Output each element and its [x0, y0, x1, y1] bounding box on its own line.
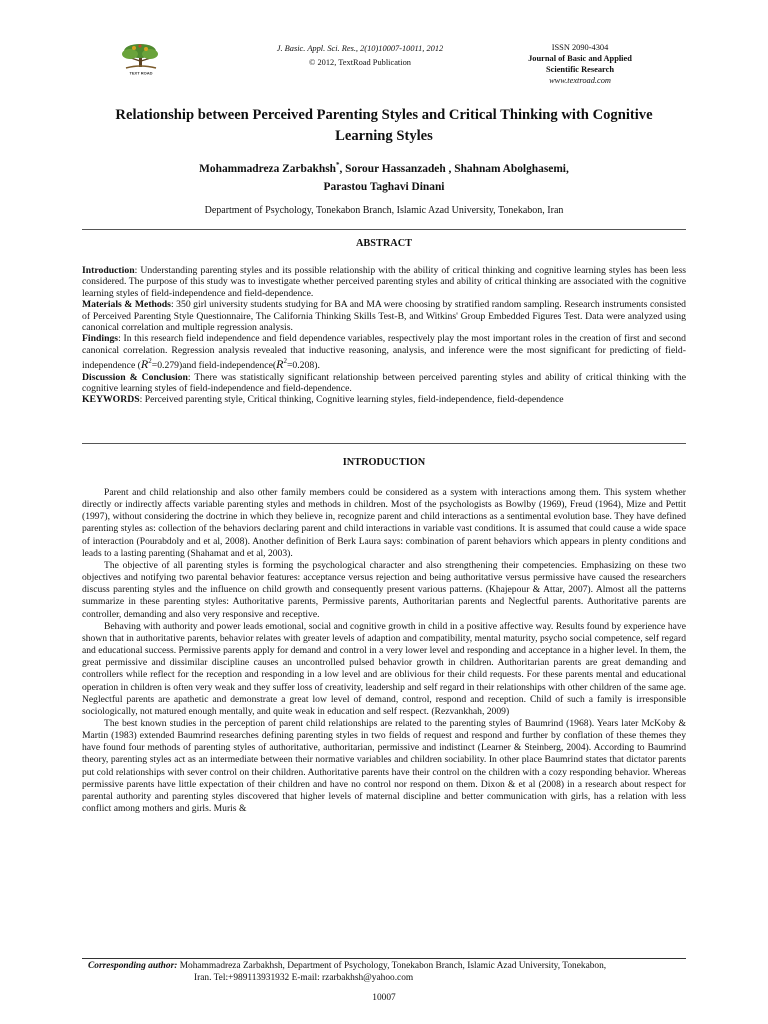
tree-icon [122, 44, 158, 68]
abstract-discussion [82, 372, 686, 395]
abstract-findings [82, 333, 686, 371]
introduction-body [82, 487, 686, 815]
corresponding-author-footnote [88, 960, 688, 984]
r-squared-symbol: $R^2$ [276, 357, 287, 372]
page-number: 10007 [372, 993, 396, 1003]
author-corresponding: Mohammadreza Zarbakhsh [199, 162, 336, 175]
abstract-body [82, 265, 686, 406]
introduction-heading: INTRODUCTION [342, 457, 426, 468]
journal-website-link[interactable]: www.textroad.com [549, 76, 611, 85]
author-list [110, 156, 658, 196]
abstract-methods-label: Materials & Methods [82, 299, 171, 311]
journal-name-line2: Scientific Research [546, 65, 614, 74]
footnote-line1: Mohammadreza Zarbakhsh, Department of Psychology, Tonekabon Branch, Islamic Azad University, Tonekabon, [177, 961, 607, 971]
author-list-line1-rest: , Sorour Hassanzadeh , Shahnam Abolghasemi, [339, 162, 569, 175]
journal-name-line1: Journal of Basic and Applied [528, 54, 632, 63]
paragraph: Behaving with authority and power leads emotional, social and cognitive growth in child in a positive affective way. Results found by experience have shown that in authoritative parents, behavior relates with greater levels of adaption and compatibility, mental maturity, psycho social competence, self regard and educational success. Permissive parents apply for demand and control in a very lower level and responding and acceptance in a higher level. In them, the great permissive and dissimilar discipline causes an uncontrolled pulsed behavior growth in children. Authoritarian parents are great demanding and controllers while reflect for the reception and responding in a low level and are oblivious for their child requests. For these parents mental and educational operation in children is often very weak and they suffer loss of creativity, leadership and self regard in their relationships with other children of the same age. Neglectful parents are apathetic and demonstrate a great low level of demand, control, respond and reception. Child of such a family is irresponsible sociologically, not matured enough mentally, and quite weak in education and self respect. (Rezvankhah, 2009) [82, 620, 686, 717]
abstract-methods [82, 299, 686, 333]
issn: ISSN 2090-4304 [551, 43, 609, 52]
journal-info-block [520, 42, 640, 86]
keywords-label: KEYWORDS [82, 394, 140, 406]
journal-reference: J. Basic. Appl. Sci. Res., 2(10)10007-10011, 2012 [276, 44, 444, 53]
corresponding-mark: * [335, 161, 340, 169]
divider-bottom [82, 443, 686, 444]
textroad-logo [112, 42, 170, 76]
abstract-discussion-label: Discussion & Conclusion [82, 371, 188, 383]
logo-text: TEXT ROAD [129, 70, 153, 76]
keywords-text: : Perceived parenting style, Critical thinking, Cognitive learning styles, field-independence, field-dependence [139, 394, 564, 406]
journal-citation-block [240, 42, 480, 70]
abstract-intro-text: : Understanding parenting styles and its possible relationship with the ability of critical thinking and cognitive learning styles has been less considered. The purpose of this study was to investigate whether perceived parenting styles and ability of critical thinking are associated with the cognitive learning styles of field-independence and field-dependence. [82, 265, 686, 299]
abstract-discussion-text: : There was statistically significant relationship between perceived parenting styles and ability of critical thinking with the cognitive learning styles of field-independence and field-dependence. [82, 371, 686, 395]
abstract-findings-label: Findings [82, 333, 119, 345]
paragraph: The best known studies in the perception of parent child relationships are related to the parenting styles of Baumrind (1968). Years later McKoby & Martin (1983) extended Baumrind researches defining parenting styles in two fields of request and respond and further by conflation of these themes they have found four methods of parenting styles of authoritative, authoritarian, permissive and indistinct (Learner & Steinberg, 2004). According to Baumrind theory, parenting styles act as an intermediate between their normative variables and children sociability. In other place Baumrind states that dictator parents put cold relationships with sever control on their children. Authoritative parents have their control on the children with a cozy responding behavior. Whereas permissive parents have little expectation of their children and have no control nor respond on them. Dixon & et al (2008) in a research about respect for parental authority and parenting styles discovered that higher levels of maternal discipline and better communication with girls, has a relation with less conflict among mothers and girls. Muris & [82, 717, 686, 815]
r-squared-value-1: =0.279)and field-independence( [151, 360, 277, 372]
abstract-heading: ABSTRACT [355, 238, 413, 249]
footnote-label: Corresponding author: [88, 961, 178, 971]
abstract-intro-label: Introduction [82, 265, 135, 276]
abstract-findings-text: : In this research field independence and field dependence variables, respectively play the most important roles in the creation of first and second canonical correlation. Regression analysis revealed that inductive reasoning, analysis, and inference were the most significant for predicting of field-independence ( [82, 333, 686, 372]
footnote-contact[interactable]: Iran. Tel:+989113931932 E-mail: rzarbakhsh@yahoo.com [194, 973, 414, 983]
author-list-line2: Parastou Taghavi Dinani [323, 180, 445, 193]
r-squared-value-2: =0.208). [286, 360, 320, 372]
paper-title: Relationship between Perceived Parenting Styles and Critical Thinking with Cognitive Learning Styles [115, 107, 653, 144]
abstract-keywords [82, 394, 686, 405]
footnote-rule [82, 958, 686, 959]
abstract-introduction [82, 265, 686, 299]
affiliation: Department of Psychology, Tonekabon Branch, Islamic Azad University, Tonekabon, Iran [204, 205, 564, 216]
divider-top [82, 229, 686, 230]
paragraph: The objective of all parenting styles is forming the psychological character and also strengthening their competencies. Emphasizing on these two objectives and notifying two parental behavior features: acceptance versus rejection and being authoritative versus permissive have caused the researchers discuss parenting styles and the influence on child growth and consequently present various patterns. (Khajepour & Attar, 2007). Almost all the patterns summarize in these parenting styles: Authoritative parents, Permissive parents, Authoritarian parents and Neglectful parents. Authoritative parents are controller, demanding and also very responsive and receptive. [82, 559, 686, 620]
copyright: © 2012, TextRoad Publication [309, 58, 411, 67]
abstract-methods-text: : 350 girl university students studying for BA and MA were choosing by stratified random sampling. Research instruments consisted of Perceived Parenting Style Questionnaire, The California Thinking Skills Test-B, and Witkins' Group Embedded Figures Test. Data were analyzed using canonical correlation and multiple regression analysis. [82, 299, 686, 334]
r-squared-symbol: $R^2$ [140, 357, 152, 372]
paragraph: Parent and child relationship and also other family members could be considered as a system with interactions among them. This system whether directly or indirectly affects variable parenting styles and methods in children. Most of the psychologists as Bowlby (1969), Freud (1964), Mize and Pettit (1997), without considering the doctrine in which they believe in, recognize parent and child interactions as a sentimental evolution base. They have defined parenting styles as: collection of the behaviors declaring parent and child interactions in variable vast conditions. It is assumed that could cause a wide space of interaction (Pourabdoly and et al, 2008). Another definition of Berk Laura says: combination of parent behaviors which appears in plenty conditions and leads to a lasting parenting (Shahamat and et al, 2003). [82, 487, 686, 559]
